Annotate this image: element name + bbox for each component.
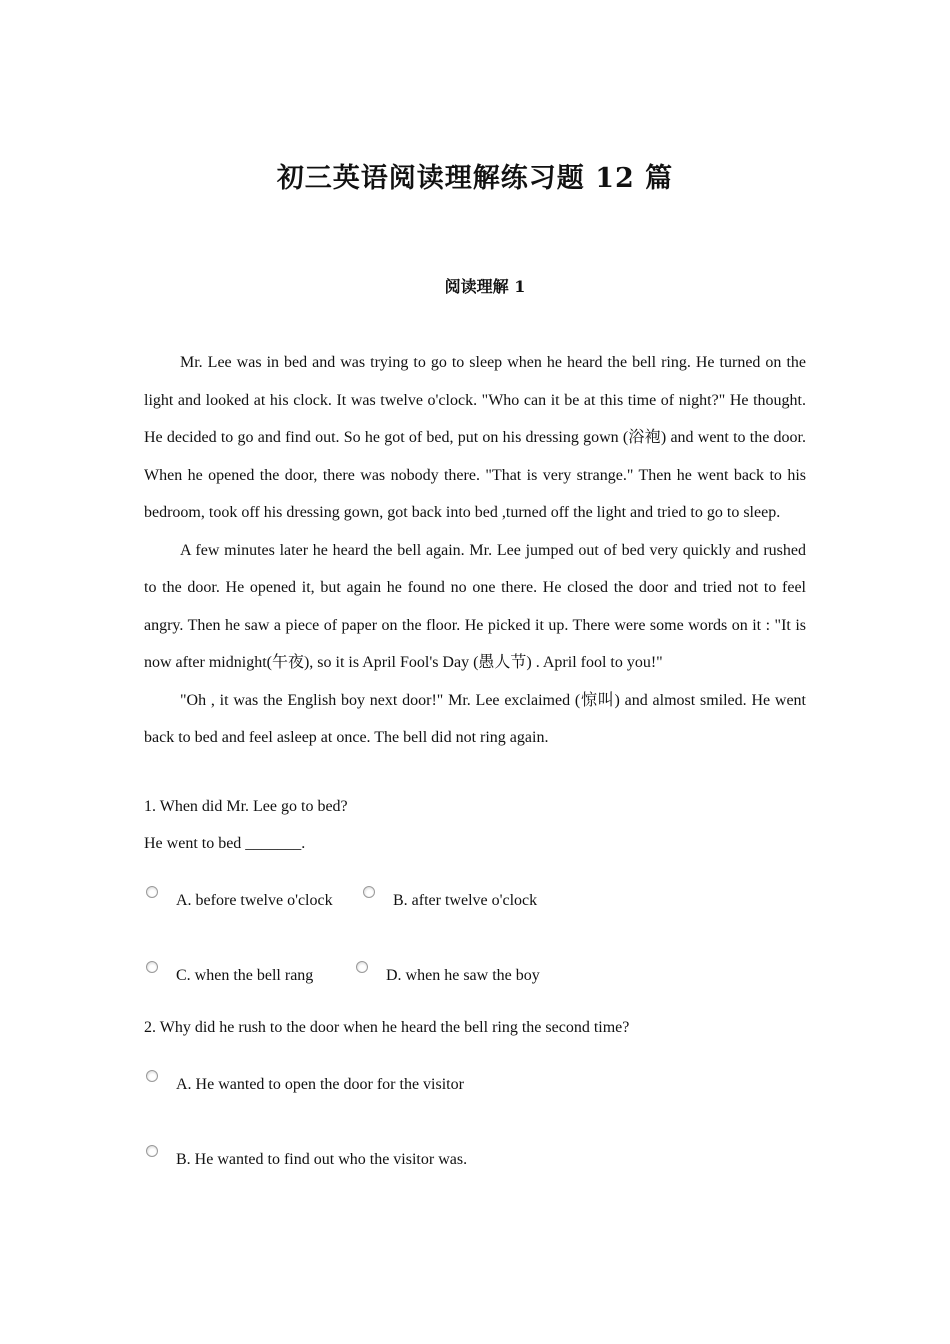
reading-passage	[144, 344, 806, 757]
question-1-option-c-label[interactable]: C. when the bell rang	[176, 967, 314, 984]
question-2-option-a-label[interactable]: A. He wanted to open the door for the visitor	[176, 1076, 464, 1093]
question-2-option-b-radio[interactable]	[146, 1145, 158, 1157]
section-title: 阅读理解 1	[444, 277, 526, 296]
passage-paragraph: "Oh , it was the English boy next door!" Mr. Lee exclaimed (惊叫) and almost smiled. He went back to bed and feel asleep at once. The bell did not ring again.	[144, 691, 806, 746]
question-1-option-d-radio[interactable]	[356, 961, 368, 973]
question-2-option-b-label[interactable]: B. He wanted to find out who the visitor was.	[176, 1151, 468, 1168]
passage-paragraph: Mr. Lee was in bed and was trying to go to sleep when he heard the bell ring. He turned on the light and looked at his clock. It was twelve o'clock. "Who can it be at this time of night?" He thought. He decided to go and find out. So he got of bed, put on his dressing gown (浴袍) and went to the door. When he opened the door, there was nobody there. "That is very strange." Then he went back to his bedroom, took off his dressing gown, got back into bed ,turned off the light and tried to go to sleep.	[144, 354, 806, 521]
question-1-option-d-label[interactable]: D. when he saw the boy	[386, 967, 540, 984]
question-1-option-a-radio[interactable]	[146, 886, 158, 898]
passage-paragraph: A few minutes later he heard the bell again. Mr. Lee jumped out of bed very quickly and rushed to the door. He opened it, but again he found no one there. He closed the door and tried not to feel angry. Then he saw a piece of paper on the floor. He picked it up. There were some words on it : "It is now after midnight(午夜), so it is April Fool's Day (愚人节) . April fool to you!"	[144, 541, 806, 671]
question-2-option-a-radio[interactable]	[146, 1070, 158, 1082]
question-1-option-b-label[interactable]: B. after twelve o'clock	[393, 892, 538, 909]
question-1-option-c-radio[interactable]	[146, 961, 158, 973]
question-1-option-a-label[interactable]: A. before twelve o'clock	[176, 892, 333, 909]
question-1-option-b-radio[interactable]	[363, 886, 375, 898]
document-title: 初三英语阅读理解练习题 12 篇	[276, 163, 674, 194]
question-1-prompt: 1. When did Mr. Lee go to bed?	[144, 798, 348, 815]
question-2-prompt: 2. Why did he rush to the door when he heard the bell ring the second time?	[144, 1019, 630, 1036]
question-1-stem: He went to bed _______.	[144, 835, 306, 852]
